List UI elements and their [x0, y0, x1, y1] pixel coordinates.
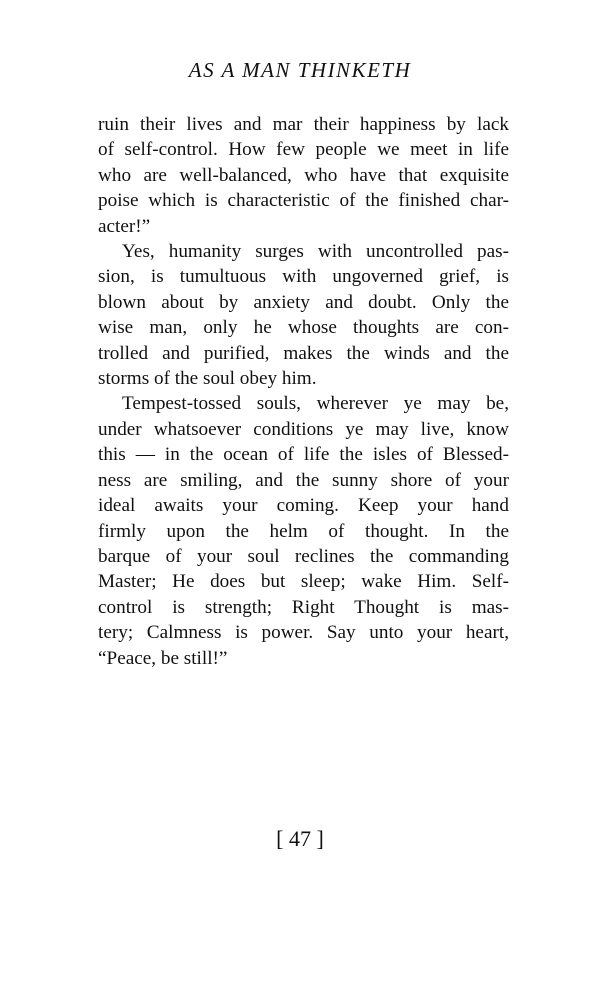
text-line: blown about by anxiety and doubt. Only the — [98, 291, 509, 313]
text-line: ideal awaits your coming. Keep your hand — [98, 495, 509, 517]
text-line: of self-control. How few people we meet in life — [98, 139, 509, 161]
text-line: sion, is tumultuous with ungoverned grief, is — [98, 266, 509, 288]
text-line: acter!” — [98, 215, 151, 237]
text-line: Tempest-tossed souls, wherever ye may be, — [122, 393, 509, 415]
text-line: tery; Calmness is power. Say unto your heart, — [98, 622, 509, 644]
text-line: firmly upon the helm of thought. In the — [98, 520, 509, 542]
page-number: [ 47 ] — [276, 826, 324, 851]
paragraph — [98, 391, 509, 670]
text-line: wise man, only he whose thoughts are con- — [98, 317, 509, 339]
text-line: Master; He does but sleep; wake Him. Self- — [98, 571, 509, 593]
text-line: trolled and purified, makes the winds and the — [98, 342, 509, 364]
text-line: barque of your soul reclines the commanding — [98, 545, 509, 567]
paragraph — [98, 239, 509, 391]
text-line: control is strength; Right Thought is mas- — [98, 596, 509, 618]
text-line: this — in the ocean of life the isles of Blessed- — [98, 444, 509, 466]
text-line: who are well-balanced, who have that exquisite — [98, 164, 509, 186]
text-line: “Peace, be still!” — [98, 647, 228, 669]
text-line: under whatsoever conditions ye may live, know — [98, 418, 509, 440]
body-text — [98, 112, 509, 671]
text-line: storms of the soul obey him. — [98, 368, 317, 390]
text-line: ness are smiling, and the sunny shore of your — [98, 469, 509, 491]
text-line: poise which is characteristic of the finished char- — [98, 190, 509, 212]
paragraph — [98, 112, 509, 239]
text-line: ruin their lives and mar their happiness by lack — [98, 114, 509, 135]
running-header: AS A MAN THINKETH — [188, 58, 412, 82]
text-line: Yes, humanity surges with uncontrolled pas- — [122, 241, 509, 263]
